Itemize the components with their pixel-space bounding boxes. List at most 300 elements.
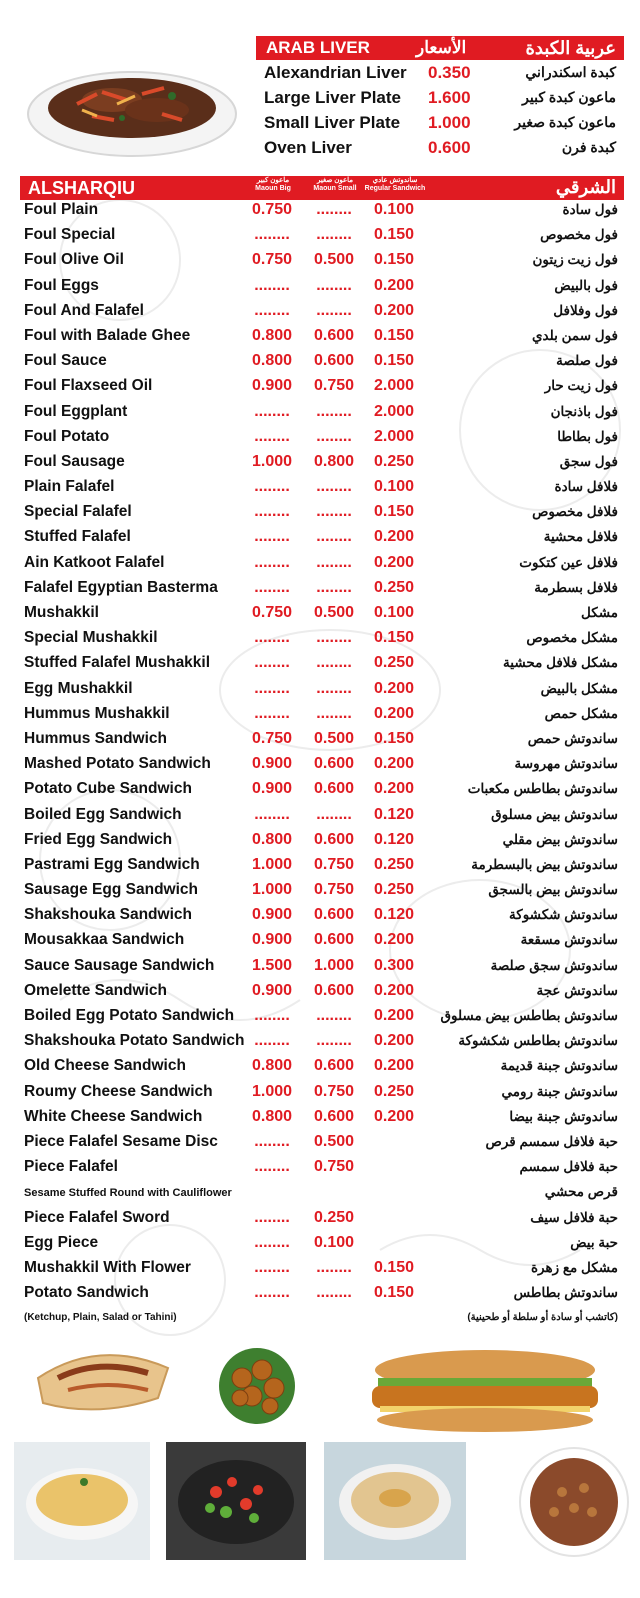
item-name-ar: ساندوتش عجة	[536, 982, 618, 998]
price-small: 0.600	[313, 931, 355, 949]
column-header-en: Maoun Big	[255, 185, 291, 192]
price-small: ........	[316, 226, 352, 244]
item-name-ar: حبة فلافل سمسم قرص	[485, 1133, 618, 1149]
item-name-en: Ain Katkoot Falafel	[24, 553, 165, 571]
price-regular: 0.100	[373, 478, 415, 496]
item-name-ar: ساندوتش مهروسة	[514, 756, 618, 772]
item-name-en: Foul Plain	[24, 201, 99, 218]
price-small: 0.750	[313, 377, 355, 395]
price-big: ........	[254, 1258, 290, 1276]
item-name-ar: حبة بيض	[570, 1234, 618, 1250]
item-name-ar: فول زيت حار	[544, 378, 618, 394]
item-name-ar: ماعون كبدة كبير	[522, 89, 616, 105]
price-small: 0.600	[313, 981, 355, 999]
price-regular: 0.120	[373, 805, 415, 823]
soup-bowl-image	[14, 1442, 150, 1560]
price-regular: 0.150	[373, 251, 415, 269]
column-header-ar: ماعون كبير	[256, 177, 290, 184]
price-small: ........	[316, 805, 352, 823]
item-name-en: Alexandrian Liver	[264, 63, 407, 82]
price-big: 0.750	[251, 201, 293, 218]
item-name-en: Foul Potato	[24, 427, 110, 445]
menu-item-row	[20, 928, 624, 953]
hummus-plate-image	[324, 1442, 466, 1560]
price-small: ........	[316, 629, 352, 647]
item-name-en: Boiled Egg Sandwich	[24, 805, 182, 823]
price-small: ........	[316, 1007, 352, 1024]
price-small: ........	[316, 427, 352, 445]
arab-liver-row	[256, 111, 624, 136]
price-regular: 0.200	[373, 1007, 415, 1024]
item-name-en: Boiled Egg Potato Sandwich	[24, 1007, 235, 1024]
item-name-en: Foul Sausage	[24, 452, 125, 470]
alsharqiu-title-en: ALSHARQIU	[28, 178, 135, 198]
price-regular: 2.000	[373, 377, 415, 395]
price-regular: 0.250	[373, 881, 415, 899]
item-name-ar: حبة فلافل سمسم	[519, 1159, 618, 1175]
note-ar: (كاتشب أو سادة أو سلطة أو طحينية)	[467, 1312, 618, 1324]
column-header-en: Maoun Small	[313, 185, 357, 192]
price-small: 0.600	[313, 1107, 355, 1125]
arab-liver-row	[256, 136, 624, 161]
item-name-ar: مشكل فلافل محشية	[503, 655, 618, 671]
item-name-ar: ساندوتش حمص	[527, 730, 618, 746]
alsharqiu-header	[20, 176, 624, 200]
price-big: 0.900	[251, 906, 293, 924]
menu-item-row	[20, 1206, 624, 1231]
item-name-ar: فول صلصة	[556, 353, 618, 369]
item-name-en: Foul Eggplant	[24, 402, 128, 420]
menu-item-row	[20, 878, 624, 903]
price-regular: 0.200	[373, 780, 415, 798]
price-small: ........	[316, 503, 352, 521]
price-regular: 0.120	[373, 830, 415, 848]
item-name-en: Foul And Falafel	[24, 301, 144, 319]
item-name-en: Potato Cube Sandwich	[24, 780, 192, 798]
price-regular: 0.150	[373, 352, 415, 370]
item-name-ar: ساندوتش مسقعة	[520, 932, 618, 948]
menu-item-row	[20, 1080, 624, 1105]
price-small: 0.500	[313, 729, 355, 747]
menu-items-list	[20, 198, 624, 1331]
item-name-en: Fried Egg Sandwich	[24, 830, 173, 848]
item-name-en: Sesame Stuffed Round with Cauliflower	[24, 1187, 232, 1200]
item-name-ar: ساندوتش جبنة قديمة	[500, 1058, 618, 1074]
item-name-ar: فول بطاطا	[557, 428, 618, 444]
price-regular: 0.200	[373, 981, 415, 999]
price-big: 0.800	[251, 352, 293, 370]
note-en: (Ketchup, Plain, Salad or Tahini)	[24, 1312, 177, 1324]
menu-item-row	[20, 1256, 624, 1281]
shawarma-wrap-image	[28, 1338, 178, 1428]
item-name-ar: مشكل مع زهرة	[530, 1259, 618, 1275]
item-name-ar: فلافل مخصوص	[532, 504, 618, 520]
item-name-en: Egg Piece	[24, 1233, 99, 1251]
item-name-en: Old Cheese Sandwich	[24, 1057, 186, 1075]
price-big: ........	[254, 704, 290, 722]
price-regular: 0.150	[373, 1258, 415, 1276]
price-regular: 0.150	[373, 326, 415, 344]
price-small: ........	[316, 553, 352, 571]
falafel-bowl-image	[212, 1338, 302, 1428]
price-big: 0.800	[251, 1057, 293, 1075]
item-name-ar: فول سادة	[562, 202, 618, 217]
menu-item-row	[20, 525, 624, 550]
alsharqiu-title-ar: الشرقي	[555, 177, 616, 197]
price-regular: 0.150	[373, 729, 415, 747]
item-name-ar: ساندوتش بطاطس بيض مسلوق	[440, 1008, 618, 1023]
price-big: 1.000	[251, 1082, 293, 1100]
price-regular: 2.000	[373, 402, 415, 420]
price-small: ........	[316, 402, 352, 420]
price-regular: 0.250	[373, 452, 415, 470]
item-name-ar: كبدة فرن	[561, 139, 616, 155]
menu-item-row	[20, 400, 624, 425]
menu-item-row	[20, 727, 624, 752]
item-name-en: Small Liver Plate	[264, 113, 401, 132]
price-big: ........	[254, 528, 290, 546]
price-small: ........	[316, 704, 352, 722]
item-name-ar: كبدة اسكندراني	[525, 64, 616, 80]
price-big: 0.900	[251, 780, 293, 798]
item-price: 0.600	[428, 138, 471, 157]
price-small: 0.250	[313, 1208, 355, 1226]
price-big: ........	[254, 629, 290, 647]
price-big: ........	[254, 427, 290, 445]
arab-liver-title-ar: عربية الكبدة	[525, 37, 616, 58]
price-small: ........	[316, 201, 352, 218]
price-regular: 0.150	[373, 226, 415, 244]
menu-item-row	[20, 1180, 624, 1205]
price-regular: 0.250	[373, 654, 415, 672]
price-regular: 0.200	[373, 528, 415, 546]
menu-item-row	[20, 1054, 624, 1079]
item-name-en: Piece Falafel Sword	[24, 1208, 170, 1226]
item-name-en: Stuffed Falafel Mushakkil	[24, 654, 211, 672]
item-price: 1.600	[428, 88, 471, 107]
item-name-en: Mousakkaa Sandwich	[24, 931, 185, 949]
item-name-ar: فلافل سادة	[554, 479, 618, 495]
menu-item-row	[20, 777, 624, 802]
menu-item-row	[20, 853, 624, 878]
item-name-ar: ساندوتش سجق صلصة	[490, 957, 618, 973]
arab-liver-title-en: ARAB LIVER	[266, 38, 370, 57]
price-big: ........	[254, 578, 290, 596]
menu-item-row	[20, 903, 624, 928]
item-name-ar: فول باذنجان	[550, 403, 618, 419]
item-name-ar: فول زيت زيتون	[532, 252, 618, 268]
price-big: ........	[254, 1233, 290, 1251]
price-big: ........	[254, 1132, 290, 1150]
price-big: ........	[254, 276, 290, 294]
item-name-ar: حبة فلافل سيف	[530, 1209, 618, 1225]
price-big: ........	[254, 553, 290, 571]
menu-item-row	[20, 299, 624, 324]
price-small: 0.600	[313, 755, 355, 773]
item-name-en: Large Liver Plate	[264, 88, 402, 107]
menu-item-row	[20, 651, 624, 676]
item-name-ar: ساندوتش بطاطس مكعبات	[467, 781, 618, 797]
price-regular: 0.200	[373, 755, 415, 773]
menu-item-row	[20, 677, 624, 702]
menu-item-row	[20, 954, 624, 979]
price-small: 0.500	[313, 1132, 355, 1150]
menu-item-row	[20, 1281, 624, 1306]
menu-item-row	[20, 450, 624, 475]
price-regular: 0.100	[373, 604, 415, 621]
item-name-en: Potato Sandwich	[24, 1284, 149, 1302]
price-big: 1.500	[251, 956, 293, 974]
item-name-ar: ساندوتش بيض مقلي	[502, 831, 618, 847]
item-name-ar: ساندوتش بطاطس شكشوكة	[458, 1033, 618, 1049]
item-name-en: Sauce Sausage Sandwich	[24, 956, 215, 974]
menu-item-row	[20, 1105, 624, 1130]
price-regular: 0.100	[373, 201, 415, 218]
item-name-en: Oven Liver	[264, 138, 352, 157]
price-regular: 0.200	[373, 1032, 415, 1050]
menu-item-row	[20, 1029, 624, 1054]
menu-item-row	[20, 500, 624, 525]
menu-item-row	[20, 475, 624, 500]
price-small: 0.750	[313, 1158, 355, 1176]
menu-item-row	[20, 248, 624, 273]
arab-liver-row	[256, 61, 624, 86]
item-name-ar: فول مخصوص	[540, 227, 618, 243]
price-small: 0.750	[313, 855, 355, 873]
menu-item-row	[20, 1004, 624, 1029]
price-small: ........	[316, 578, 352, 596]
sauce-note-row	[20, 1306, 624, 1331]
price-big: 0.800	[251, 1107, 293, 1125]
menu-item-row	[20, 551, 624, 576]
item-name-en: Roumy Cheese Sandwich	[24, 1082, 213, 1100]
item-name-en: Foul Eggs	[24, 276, 99, 294]
item-name-ar: ساندوتش جبنة بيضا	[509, 1108, 618, 1124]
price-big: 0.800	[251, 326, 293, 344]
price-big: 0.750	[251, 251, 293, 269]
item-price: 1.000	[428, 113, 471, 132]
arab-liver-row	[256, 86, 624, 111]
menu-item-row	[20, 601, 624, 626]
item-name-en: Omelette Sandwich	[24, 981, 167, 999]
price-big: ........	[254, 679, 290, 697]
item-name-ar: فول سمن بلدي	[531, 327, 618, 343]
price-regular: 0.200	[373, 553, 415, 571]
sandwich-image	[360, 1348, 610, 1438]
price-small: 0.600	[313, 352, 355, 370]
salad-pan-image	[166, 1442, 306, 1560]
menu-item-row	[20, 1130, 624, 1155]
price-regular: 0.250	[373, 578, 415, 596]
price-big: ........	[254, 805, 290, 823]
price-small: ........	[316, 276, 352, 294]
item-name-ar: مشكل	[581, 605, 618, 620]
menu-item-row	[20, 349, 624, 374]
foul-bowl-image	[514, 1442, 634, 1562]
price-regular: 0.200	[373, 704, 415, 722]
menu-item-row	[20, 425, 624, 450]
price-regular: 0.150	[373, 503, 415, 521]
price-small: ........	[316, 1258, 352, 1276]
item-name-ar: مشكل بالبيض	[540, 680, 618, 696]
item-name-en: Piece Falafel Sesame Disc	[24, 1132, 218, 1150]
item-name-en: Mushakkil With Flower	[24, 1258, 191, 1276]
menu-item-row	[20, 803, 624, 828]
price-big: 0.900	[251, 377, 293, 395]
item-price: 0.350	[428, 63, 471, 82]
price-small: 0.500	[313, 251, 355, 269]
item-name-en: White Cheese Sandwich	[24, 1107, 203, 1125]
price-big: 0.900	[251, 755, 293, 773]
price-big: ........	[254, 226, 290, 244]
prices-title-ar: الأسعار	[416, 38, 467, 57]
price-big: 0.900	[251, 981, 293, 999]
item-name-ar: فلافل بسطرمة	[534, 579, 618, 595]
menu-item-row	[20, 626, 624, 651]
price-regular: 0.120	[373, 906, 415, 924]
price-small: 0.100	[313, 1233, 355, 1251]
price-small: 0.800	[313, 452, 355, 470]
price-big: ........	[254, 654, 290, 672]
price-small: ........	[316, 301, 352, 319]
item-name-ar: ساندوتش جبنة رومي	[501, 1083, 618, 1099]
price-big: ........	[254, 478, 290, 496]
item-name-en: Special Mushakkil	[24, 629, 158, 647]
menu-item-row	[20, 1231, 624, 1256]
price-regular: 0.150	[373, 629, 415, 647]
column-header-regular	[364, 177, 426, 193]
liver-plate-image	[22, 44, 242, 162]
item-name-ar: قرص محشي	[544, 1184, 618, 1200]
price-big: ........	[254, 1007, 290, 1024]
price-small: ........	[316, 1032, 352, 1050]
item-name-ar: مشكل حمص	[544, 705, 618, 721]
price-regular: 0.200	[373, 679, 415, 697]
price-small: ........	[316, 528, 352, 546]
item-name-ar: فول بالبيض	[554, 277, 618, 293]
item-name-ar: ساندوتش بيض بالسجق	[488, 882, 618, 898]
menu-item-row	[20, 979, 624, 1004]
menu-item-row	[20, 274, 624, 299]
item-name-en: Foul with Balade Ghee	[24, 326, 191, 344]
price-small: 0.600	[313, 906, 355, 924]
item-name-ar: ساندوتش بطاطس	[513, 1285, 618, 1301]
item-name-en: Hummus Mushakkil	[24, 704, 170, 722]
price-small: 0.600	[313, 780, 355, 798]
item-name-ar: ساندوتش بيض بالبسطرمة	[471, 856, 618, 872]
price-regular: 0.200	[373, 1057, 415, 1075]
price-big: 1.000	[251, 452, 293, 470]
price-big: 1.000	[251, 881, 293, 899]
item-name-ar: فلافل محشية	[543, 529, 618, 545]
item-name-en: Special Falafel	[24, 503, 132, 521]
price-big: ........	[254, 402, 290, 420]
item-name-en: Mushakkil	[24, 604, 99, 621]
price-big: ........	[254, 1208, 290, 1226]
item-name-en: Pastrami Egg Sandwich	[24, 855, 200, 873]
menu-item-row	[20, 324, 624, 349]
item-name-ar: فول وفلافل	[553, 302, 618, 318]
menu-item-row	[20, 198, 624, 223]
price-small: 0.750	[313, 881, 355, 899]
item-name-ar: فلافل عين كتكوت	[519, 554, 618, 570]
item-name-en: Piece Falafel	[24, 1158, 118, 1176]
item-name-ar: ماعون كبدة صغير	[514, 114, 616, 130]
menu-item-row	[20, 702, 624, 727]
item-name-ar: ساندوتش بيض مسلوق	[491, 806, 618, 822]
item-name-en: Foul Flaxseed Oil	[24, 377, 153, 395]
price-small: ........	[316, 679, 352, 697]
price-regular: 2.000	[373, 427, 415, 445]
item-name-en: Foul Special	[24, 226, 116, 244]
price-small: 0.750	[313, 1082, 355, 1100]
menu-item-row	[20, 374, 624, 399]
price-regular: 0.250	[373, 855, 415, 873]
price-big: ........	[254, 301, 290, 319]
item-name-en: Hummus Sandwich	[24, 729, 167, 747]
column-header-small	[304, 177, 366, 193]
price-big: 0.800	[251, 830, 293, 848]
price-regular: 0.200	[373, 276, 415, 294]
item-name-en: Sausage Egg Sandwich	[24, 881, 198, 899]
price-small: ........	[316, 1284, 352, 1302]
arab-liver-header	[256, 36, 624, 60]
price-regular: 0.200	[373, 931, 415, 949]
price-big: 0.750	[251, 604, 293, 621]
price-regular: 0.150	[373, 1284, 415, 1302]
price-small: ........	[316, 654, 352, 672]
item-name-en: Plain Falafel	[24, 478, 115, 496]
price-big: ........	[254, 1284, 290, 1302]
price-regular: 0.200	[373, 301, 415, 319]
item-name-ar: ساندوتش شكشوكة	[509, 907, 618, 923]
column-header-ar: ساندوتش عادي	[372, 177, 418, 184]
price-regular: 0.300	[373, 956, 415, 974]
price-small: 0.600	[313, 1057, 355, 1075]
column-header-big	[242, 177, 304, 193]
item-name-en: Shakshouka Sandwich	[24, 906, 192, 924]
price-small: 0.600	[313, 830, 355, 848]
item-name-en: Foul Sauce	[24, 352, 107, 370]
menu-item-row	[20, 223, 624, 248]
item-name-en: Foul Olive Oil	[24, 251, 124, 269]
item-name-ar: فول سجق	[559, 453, 618, 469]
column-header-en: Regular Sandwich	[364, 185, 426, 192]
item-name-en: Falafel Egyptian Basterma	[24, 578, 218, 596]
price-big: 0.750	[251, 729, 293, 747]
price-small: 0.500	[313, 604, 355, 621]
item-name-en: Mashed Potato Sandwich	[24, 755, 211, 773]
item-name-en: Egg Mushakkil	[24, 679, 133, 697]
price-big: 1.000	[251, 855, 293, 873]
price-big: ........	[254, 1032, 290, 1050]
price-small: 1.000	[313, 956, 355, 974]
price-big: 0.900	[251, 931, 293, 949]
price-regular: 0.200	[373, 1107, 415, 1125]
price-small: 0.600	[313, 326, 355, 344]
item-name-ar: مشكل مخصوص	[526, 630, 618, 646]
price-big: ........	[254, 1158, 290, 1176]
price-regular: 0.250	[373, 1082, 415, 1100]
item-name-en: Stuffed Falafel	[24, 528, 131, 546]
menu-item-row	[20, 576, 624, 601]
price-small: ........	[316, 478, 352, 496]
price-big: ........	[254, 503, 290, 521]
menu-item-row	[20, 752, 624, 777]
menu-item-row	[20, 1155, 624, 1180]
item-name-en: Shakshouka Potato Sandwich	[24, 1032, 245, 1050]
column-header-ar: ماعون صغير	[316, 177, 354, 184]
